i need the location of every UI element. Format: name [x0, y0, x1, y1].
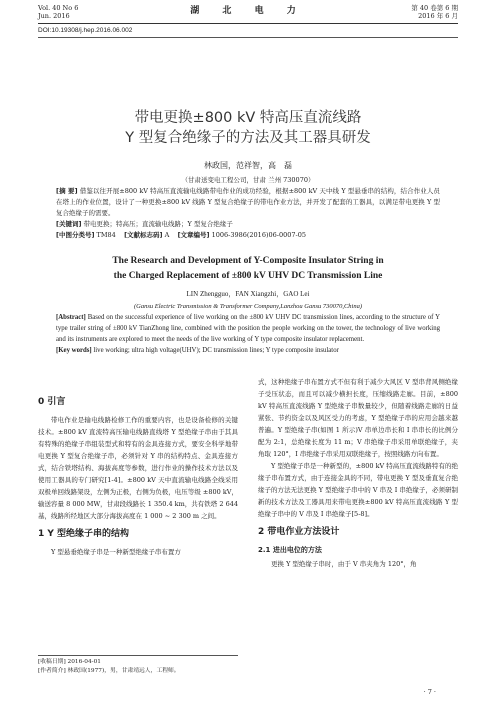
- volume-cn: 第 40 卷第 6 期: [411, 4, 458, 12]
- article-no-label: [文章编号]: [177, 231, 210, 239]
- doi: DOI:10.19308/j.hep.2016.06.002: [38, 27, 133, 34]
- article-no-value: 1006-3986(2016)06-0007-05: [211, 231, 306, 239]
- section-0-paragraph: 带电作业是输电线路检修工作的重要内容，也是设备检修的关键技术。±800 kV 直流特高压输电线路直线塔 Y 型绝缘子串由于其具有特殊的绝缘子串组装型式和特有的金具连接方式，要安全科学地带电更换 Y 型复合绝缘子串，必须针对 Y 串的结构特点、金具连接方式，结合铁塔结构、海拔高度等参数，进行作业的操作技术方法以及使用工器具的专门研究[1-4]。±800 kV 天中直流输电线路全线采用双极单回线路架设，左侧为正极，右侧为负极，电压等级 ±800 kV，输送容量 8 000 MW，甘肃段线路长 1 350.4 km，共有铁塔 2 644 基，线路所经地区大部分海拔高度在 1 000 ~ 2 300 m 之间。: [38, 416, 238, 520]
- abstract-english: [56, 312, 440, 356]
- header-rule: [38, 23, 458, 24]
- received-date: [收稿日期] 2016-04-01: [38, 659, 101, 665]
- title-en-line-1: The Research and Development of Y-Composite Insulator String in: [112, 256, 384, 266]
- journal-name: 湖 北 电 力: [190, 6, 306, 16]
- affiliation-english: (Gansu Electric Transmission & Transformer Company,Lanzhou Gansu 730070,China): [133, 303, 363, 310]
- page-number: · 7 ·: [423, 688, 436, 696]
- left-column: [38, 390, 238, 558]
- right-column: [258, 376, 458, 570]
- section-2-heading: 2 带电作业方法设计: [258, 527, 340, 537]
- section-1-heading: 1 Y 型绝缘子串的结构: [38, 529, 130, 539]
- doc-code-value: A: [164, 231, 170, 239]
- right-paragraph-1: 式，这种绝缘子串布置方式不但有利于减少大风区 V 型串背风侧绝缘子受压状态，而且可以减少横担长度，压缩线路走廊。目前，±800 kV 特高压直流线路 Y 型绝缘子串数量较少，但随着线路走廊的日益紧张、节约资金以及风区受力的考虑，Y 型绝缘子串的应用会越来越普遍。Y 型绝缘子串(如图 1 所示)V 串单边串长和 I 串串长的比例分配为 2:1，总绝缘长度为 11 m；V 串绝缘子串采用单联绝缘子，夹角取 120°，I 串绝缘子串采用双联绝缘子，按照线路方向布置。: [258, 378, 458, 458]
- section-2-1-heading: 2.1 进出电位的方法: [258, 546, 322, 554]
- authors-english: LIN Zhengguo，FAN Xiangzhi，GAO Lei: [186, 290, 310, 298]
- title-cn-line-1: 带电更换±800 kV 特高压直流线路: [134, 110, 362, 126]
- authors-chinese: 林政国，范祥智，高 磊: [204, 161, 292, 170]
- section-1-paragraph: Y 型悬垂绝缘子串是一种新型绝缘子串布置方: [51, 548, 181, 556]
- clc-value: TM84: [96, 231, 116, 239]
- keywords-en-label: [Key words]: [56, 347, 92, 354]
- abstract-en-text: Based on the successful experience of live working on the ±800 kV UHV DC transmission lines, according to the structure of Y type trailer string of ±800 kV TianZhong line, combined with the position the people working on the tower, the technology of live working and its instruments are explored to meet the needs of the live working of Y type composite insulator replacement.: [56, 314, 441, 343]
- right-paragraph-2: Y 型绝缘子串是一种新型的，±800 kV 特高压直流线路特有的绝缘子串布置方式，由于连接金具的不同，带电更换 Y 型及垂直复合绝缘子的方法无法更换 Y 型绝缘子串中的 V 串及 I 串绝缘子，必须研制新的技术方法及工器具用来带电更换±800 kV 特高压直流线路 Y 型绝缘子串中的 V 串及 I 串绝缘子[5-8]。: [258, 462, 458, 518]
- author-bio: [作者简介] 林政国(1977)，男，甘肃靖远人，工程师。: [38, 668, 180, 674]
- doi-rule: [38, 37, 458, 38]
- section-2-1-paragraph: 更换 Y 型绝缘子串时，由于 V 串夹角为 120°，角: [271, 560, 417, 568]
- abstract-chinese: [56, 186, 440, 241]
- title-english: [40, 254, 456, 284]
- title-cn-line-2: Y 型复合绝缘子的方法及其工器具研发: [125, 130, 371, 146]
- affiliation-chinese: （甘肃送变电工程公司，甘肃 兰州 730070）: [181, 176, 315, 184]
- section-0-heading: 0 引言: [38, 397, 66, 407]
- abstract-cn-text: 借鉴以往开展±800 kV 特高压直流输电线路带电作业的成功经验，根据±800 kV 天中线 Y 型悬垂串的结构，结合作业人员在塔上的作业位置，设计了一种更换±800 kV 线路 Y 型复合绝缘子的带电作业方法，并开发了配套的工器具，以满足带电更换 Y 型复合绝缘子的需要。: [56, 187, 440, 217]
- date-en: Jun. 2016: [38, 12, 70, 20]
- clc-label: [中图分类号]: [56, 231, 95, 239]
- date-cn: 2016 年 6 月: [418, 12, 458, 20]
- doc-code-label: [文献标志码]: [124, 231, 163, 239]
- abstract-en-label: [Abstract]: [56, 314, 86, 321]
- footnote: [38, 655, 238, 676]
- volume-en: Vol. 40 No 6: [38, 4, 79, 12]
- abstract-cn-label: [摘 要]: [56, 187, 78, 195]
- keywords-cn-text: 带电更换；特高压；直流输电线路；Y 型复合绝缘子: [83, 220, 233, 228]
- title-chinese: [38, 108, 458, 148]
- title-en-line-2: the Charged Replacement of ±800 kV UHV DC Transmission Line: [113, 271, 383, 281]
- keywords-cn-label: [关键词]: [56, 220, 82, 228]
- header-right: [411, 4, 458, 20]
- keywords-en-text: live working; ultra high voltage(UHV); DC transmission lines; Y type composite insulator: [93, 347, 339, 354]
